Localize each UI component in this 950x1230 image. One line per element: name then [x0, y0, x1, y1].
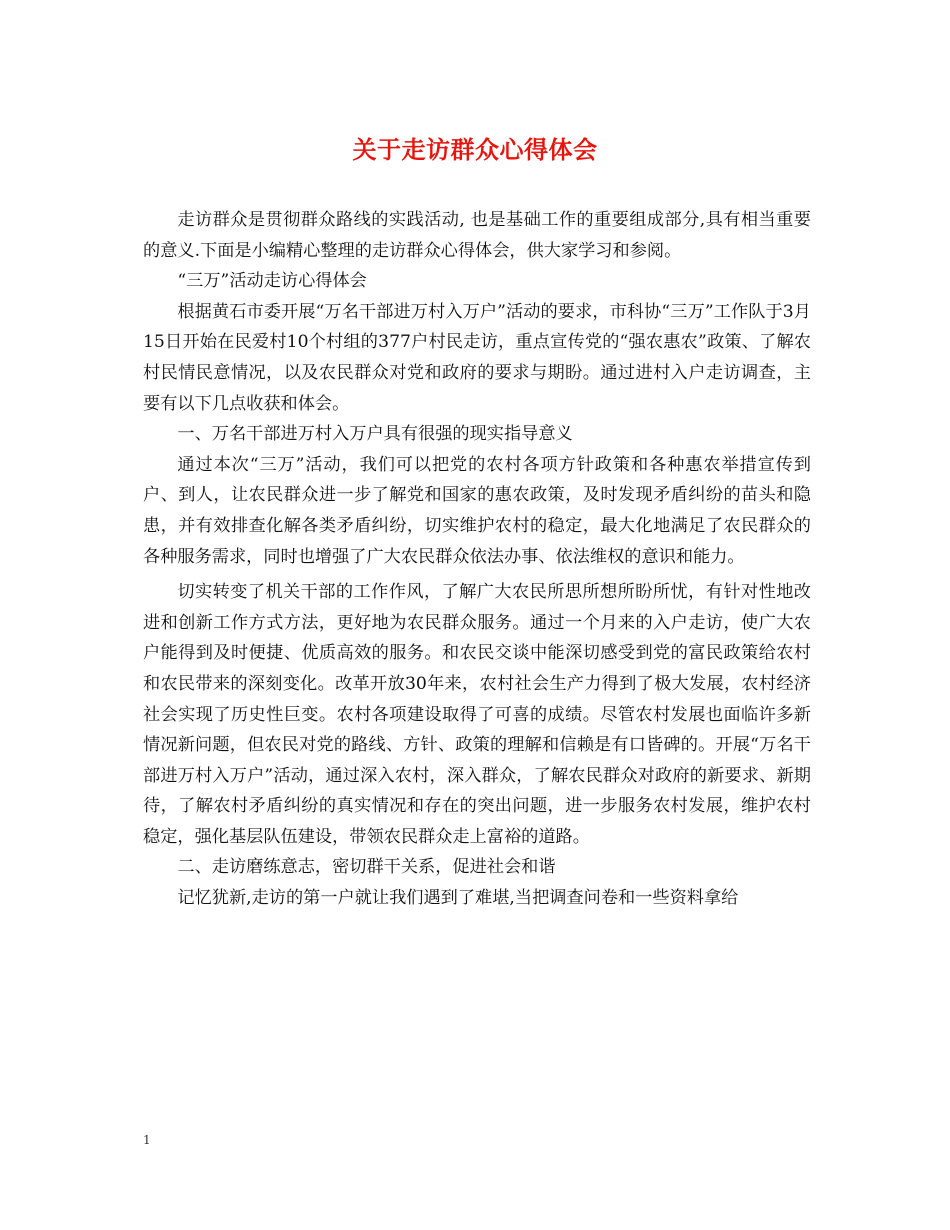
paragraph-subtitle: “三万”活动走访心得体会 [177, 271, 367, 292]
page-number: 1 [143, 1133, 151, 1147]
paragraph-background: 根据黄石市委开展“万名干部进万村入万户”活动的要求，市科协“三万”工作队于3月15日开始在民爱村10个村组的377户村民走访，重点宣传党的“强农惠农”政策、了解农村民情民意情况，以及农民群众对党和政府的要求与期盼。通过进村入户走访调查，主要有以下几点收获和体会。 [143, 301, 811, 414]
document-body [143, 205, 811, 914]
paragraph-intro: 走访群众是贯彻群众路线的实践活动, 也是基础工作的重要组成部分,具有相当重要的意义.下面是小编精心整理的走访群众心得体会，供大家学习和参阅。 [143, 210, 811, 261]
section-heading-1: 一、万名干部进万村入万户具有很强的现实指导意义 [177, 424, 573, 445]
paragraph-memory: 记忆犹新,走访的第一户就让我们遇到了难堪,当把调查问卷和一些资料拿给 [177, 888, 739, 909]
paragraph-work-style: 切实转变了机关干部的工作作风，了解广大农民所思所想所盼所忧，有针对性地改进和创新工作方式方法，更好地为农民群众服务。通过一个月来的入户走访，使广大农户能得到及时便捷、优质高效的服务。和农民交谈中能深切感受到党的富民政策给农村和农民带来的深刻变化。改革开放30年来，农村社会生产力得到了极大发展，农村经济社会实现了历史性巨变。农村各项建设取得了可喜的成绩。尽管农村发展也面临许多新情况新问题，但农民对党的路线、方针、政策的理解和信赖是有口皆碑的。开展“万名干部进万村入万户”活动，通过深入农村，深入群众，了解农民群众对政府的新要求、新期待，了解农村矛盾纠纷的真实情况和存在的突出问题，进一步服务农村发展，维护农村稳定，强化基层队伍建设，带领农民群众走上富裕的道路。 [143, 582, 811, 847]
section-heading-2: 二、走访磨练意志，密切群干关系，促进社会和谐 [177, 857, 556, 878]
document-title: 关于走访群众心得体会 [352, 135, 598, 164]
paragraph-section-1: 通过本次“三万”活动，我们可以把党的农村各项方针政策和各种惠农举措宣传到户、到人，让农民群众进一步了解党和国家的惠农政策，及时发现矛盾纠纷的苗头和隐患，并有效排查化解各类矛盾纠纷，切实维护农村的稳定，最大化地满足了农民群众的各种服务需求，同时也增强了广大农民群众依法办事、依法维权的意识和能力。 [143, 454, 811, 567]
